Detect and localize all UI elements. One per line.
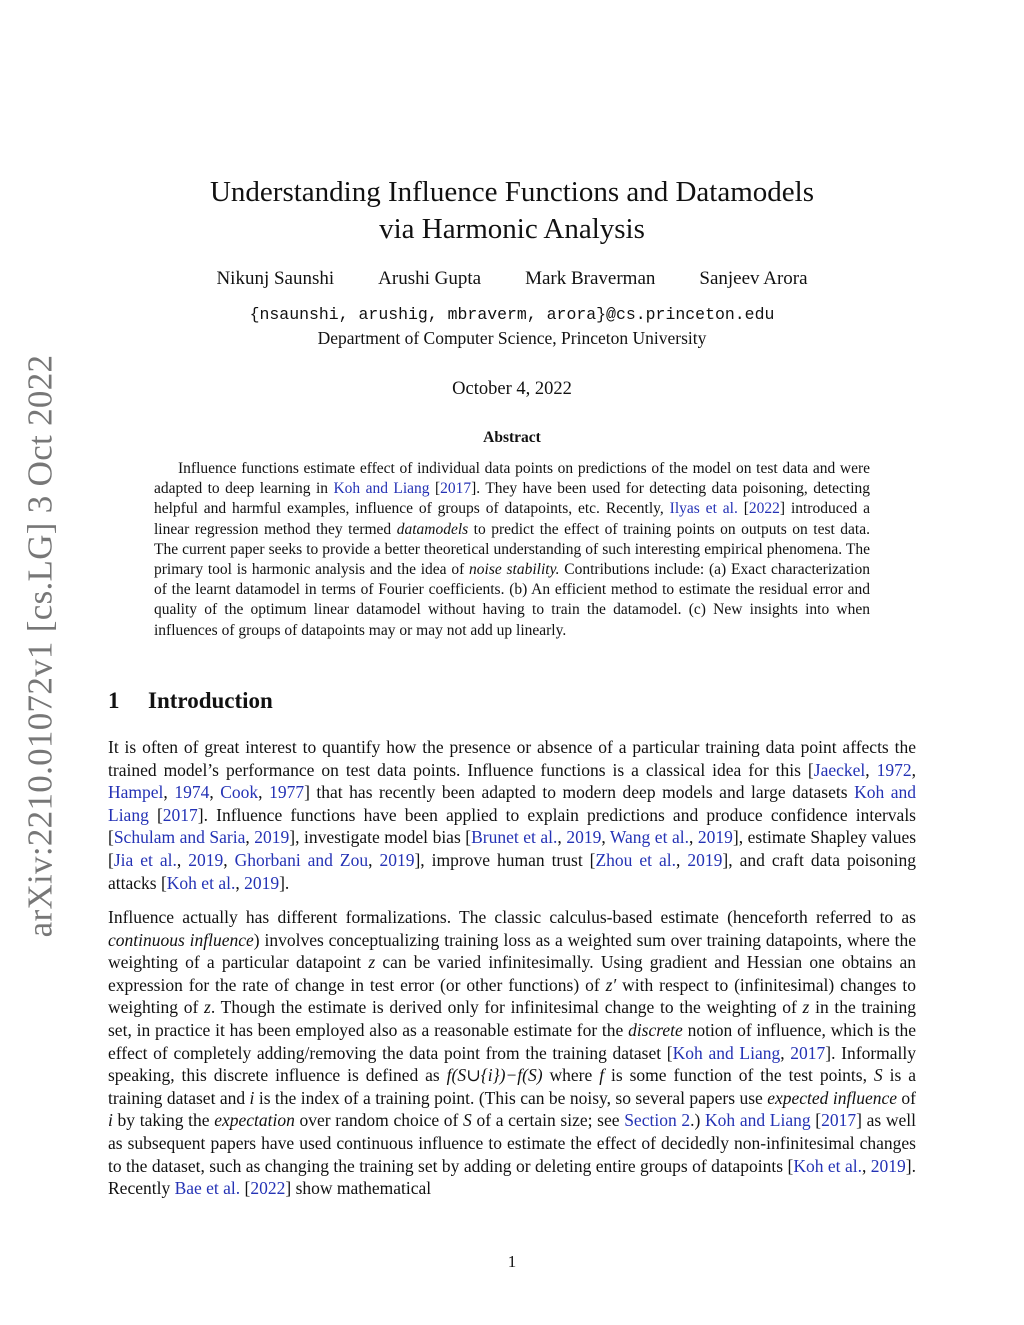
citation-link[interactable]: Schulam and Saria xyxy=(113,827,246,848)
math-symbol: z xyxy=(368,952,376,973)
math-symbol: z′ xyxy=(605,974,617,995)
text-run: , xyxy=(780,1042,791,1063)
math-symbol: i xyxy=(108,1110,113,1131)
text-run: of a certain size; see xyxy=(471,1110,625,1131)
text-run: can be varied infinitesimally. Using gradient and Hessian one obtains an expression for the rate of change in test error (or other functions) of xyxy=(108,952,916,995)
emphasis: datamodels xyxy=(396,520,469,538)
citation-link[interactable]: 2017 xyxy=(790,1042,826,1063)
text-run: ]. Influence functions have been applied to explain predictions and produce confidence intervals [ xyxy=(108,804,916,848)
text-run: [ xyxy=(148,804,163,825)
text-run: [ xyxy=(429,480,441,498)
text-run: ] show mathematical xyxy=(285,1178,432,1199)
emphasis: expected influence xyxy=(767,1087,897,1108)
text-run: , xyxy=(861,1155,871,1176)
math-symbol: z xyxy=(802,997,810,1018)
text-run: , xyxy=(368,849,380,870)
text-run: is the index of a training point. (This can be noisy, so several papers use xyxy=(254,1087,768,1108)
citation-link[interactable]: 2019 xyxy=(566,827,602,848)
citation-link[interactable]: 2019 xyxy=(244,872,280,893)
text-run: Influence actually has different formalizations. The classic calculus-based estimate (henceforth referred to as xyxy=(108,907,916,927)
citation-link[interactable]: Jaeckel xyxy=(813,759,866,780)
paper-date: October 4, 2022 xyxy=(452,379,572,399)
text-run: ], improve human trust [ xyxy=(414,849,596,870)
citation-link[interactable]: Bae et al. xyxy=(174,1178,241,1199)
abstract-text xyxy=(154,459,870,641)
text-run: over random choice of xyxy=(294,1110,464,1131)
citation-link[interactable]: 1974 xyxy=(174,782,210,803)
citation-link[interactable]: 2017 xyxy=(440,480,472,498)
text-run: is a training dataset and xyxy=(108,1065,916,1108)
math-symbol: i xyxy=(249,1087,255,1108)
emphasis: discrete xyxy=(628,1019,683,1040)
text-run: is some function of the test points, xyxy=(604,1065,874,1086)
text-run: ] as well as subsequent papers have used continuous influence to estimate the effect of decidedly non-infinitesimal changes to the dataset, such as changing the training set by adding or deleting entire groups of datapoints [ xyxy=(108,1110,916,1176)
text-run: ]. Informally speaking, this discrete influence is defined as xyxy=(108,1042,917,1086)
citation-link[interactable]: Koh and Liang xyxy=(333,480,430,498)
text-run: , xyxy=(557,827,567,848)
author-name: Mark Braverman xyxy=(525,268,656,289)
citation-link[interactable]: Koh and Liang xyxy=(672,1042,781,1063)
text-run: .) xyxy=(690,1110,706,1131)
math-symbol: f xyxy=(599,1065,605,1086)
math-symbol: S xyxy=(463,1110,472,1131)
text-run: with respect to (infinitesimal) changes to weighting of xyxy=(108,974,916,1018)
citation-link[interactable]: 2017 xyxy=(162,804,198,825)
text-run: ]. Recently xyxy=(108,1155,916,1199)
text-run: , xyxy=(209,782,221,803)
text-run: , xyxy=(176,849,189,870)
citation-link[interactable]: Ilyas et al. xyxy=(669,500,738,518)
citation-link[interactable]: Jia et al. xyxy=(113,849,177,870)
citation-link[interactable]: 2019 xyxy=(697,827,733,848)
text-run: ) involves conceptualizing training loss as a weighted sum over training datapoints, where the weighting of a particular datapoint xyxy=(108,929,916,973)
intro-paragraph-2 xyxy=(108,906,916,1200)
citation-link[interactable]: Wang et al. xyxy=(609,827,689,848)
abstract-heading: Abstract xyxy=(483,429,541,446)
text-run: Influence functions estimate effect of individual data points on predictions of the model on test data and were adapted to deep learning in xyxy=(154,460,870,498)
text-run: [ xyxy=(240,1178,251,1199)
text-run: ]. xyxy=(279,872,290,893)
text-run: , xyxy=(676,849,688,870)
citation-link[interactable]: 2019 xyxy=(379,849,415,870)
intro-paragraph-1 xyxy=(108,736,916,894)
author-name: Sanjeev Arora xyxy=(699,268,808,289)
citation-link[interactable]: Brunet et al. xyxy=(471,827,558,848)
title-line-1: Understanding Influence Functions and Datamodels xyxy=(209,176,814,208)
citation-link[interactable]: 2019 xyxy=(870,1155,906,1176)
arxiv-sidebar xyxy=(8,354,72,938)
math-expression: f(S∪{i})−f(S) xyxy=(446,1065,543,1086)
author-emails: {nsaunshi, arushig, mbraverm, arora}@cs.princeton.edu xyxy=(249,305,775,324)
affiliation: Department of Computer Science, Princeton University xyxy=(317,328,707,348)
text-run: ] that has recently been adapted to modern deep models and large datasets xyxy=(304,782,855,803)
text-run: by taking the xyxy=(112,1110,215,1131)
citation-link[interactable]: Ghorbani and Zou xyxy=(234,849,369,870)
text-run: ], estimate Shapley values [ xyxy=(108,827,917,870)
math-symbol: z xyxy=(204,997,211,1018)
text-run: , xyxy=(688,827,698,848)
text-run: . Though the estimate is derived only for infinitesimal change to the weighting of xyxy=(210,997,803,1018)
citation-link[interactable]: Koh and Liang xyxy=(108,782,917,825)
text-run: to predict the effect of training points on outputs on test data. The current paper seeks to provide a better theoretical understanding of such interesting empirical phenomena. The primary tool is harmonic analysis and the idea of xyxy=(154,520,870,579)
citation-link[interactable]: 2017 xyxy=(821,1110,857,1131)
citation-link[interactable]: 2019 xyxy=(687,849,723,870)
text-run: , xyxy=(223,849,235,870)
text-run: where xyxy=(542,1065,600,1086)
text-run: , xyxy=(911,759,916,780)
text-run: [ xyxy=(737,500,749,518)
citation-link[interactable]: Cook xyxy=(220,782,259,803)
text-run: , xyxy=(245,827,255,848)
section-reference-link[interactable]: Section 2 xyxy=(624,1110,691,1131)
section-heading xyxy=(108,688,273,714)
author-name: Nikunj Saunshi xyxy=(216,268,335,289)
math-symbol: S xyxy=(873,1065,883,1086)
citation-link[interactable]: 2019 xyxy=(188,849,224,870)
text-run: in the training set, in practice it has been employed also as a reasonable estimate for the xyxy=(108,997,916,1040)
citation-link[interactable]: 2022 xyxy=(250,1178,286,1199)
text-run: notion of influence, which is the effect of completely adding/removing the data point from the training dataset [ xyxy=(108,1019,917,1063)
section-title: Introduction xyxy=(148,688,273,713)
text-run: , xyxy=(163,782,175,803)
title-line-2: via Harmonic Analysis xyxy=(379,213,645,245)
text-run: , xyxy=(258,782,270,803)
text-run: , xyxy=(235,872,245,893)
text-run: ], and craft data poisoning attacks [ xyxy=(108,849,917,893)
text-run: of xyxy=(897,1087,916,1108)
text-run: [ xyxy=(810,1110,822,1131)
citation-link[interactable]: 2022 xyxy=(748,500,780,518)
emphasis: expectation xyxy=(214,1110,295,1131)
author-name: Arushi Gupta xyxy=(378,268,482,289)
citation-link[interactable]: Hampel xyxy=(108,782,164,803)
text-run: , xyxy=(865,759,877,780)
citation-link[interactable]: 1977 xyxy=(269,782,305,803)
arxiv-identifier: arXiv:2210.01072v1 [cs.LG] 3 Oct 2022 xyxy=(20,354,60,938)
text-run: It is often of great interest to quantify how the presence or absence of a particular training data point affects the trained model’s performance on test data points. Influence functions is a classical idea for this [ xyxy=(108,737,916,780)
citation-link[interactable]: Zhou et al. xyxy=(595,849,677,870)
page-number: 1 xyxy=(507,1252,517,1271)
text-run: Contributions include: (a) Exact characterization of the learnt datamodel in terms of Fourier coefficients. (b) An efficient method to estimate the residual error and quality of the optimum linear datamodel without having to train the datamodel. (c) New insights into when influences of groups of datapoints may or may not add up linearly. xyxy=(154,561,870,639)
text-run: ] introduced a linear regression method they termed xyxy=(154,500,870,538)
citation-link[interactable]: 2019 xyxy=(254,827,290,848)
citation-link[interactable]: Koh et al. xyxy=(166,872,236,893)
paper-title xyxy=(150,174,874,248)
emphasis: continuous influence xyxy=(108,929,254,950)
text-run: , xyxy=(601,827,610,848)
section-number: 1 xyxy=(108,688,120,713)
emphasis: noise stability. xyxy=(469,561,560,579)
citation-link[interactable]: Koh and Liang xyxy=(705,1110,811,1131)
citation-link[interactable]: Koh et al. xyxy=(793,1155,862,1176)
text-run: ], investigate model bias [ xyxy=(289,827,472,848)
author-list xyxy=(150,268,874,290)
citation-link[interactable]: 1972 xyxy=(876,759,912,780)
text-run: ]. They have been used for detecting data poisoning, detecting helpful and harmful examples, influence of groups of datapoints, etc. Recently, xyxy=(154,480,870,518)
